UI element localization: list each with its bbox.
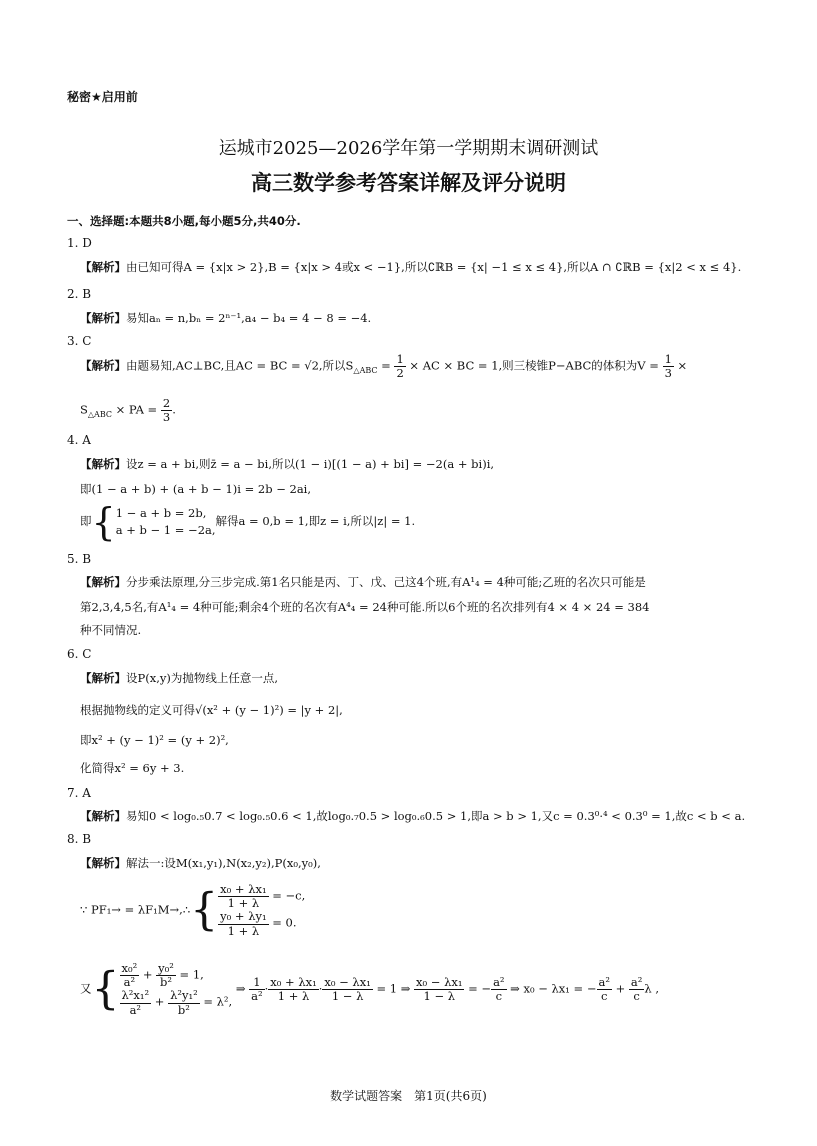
confidential-label: 秘密★启用前	[67, 90, 138, 104]
q4-solution-line1	[80, 456, 494, 472]
q8-c6-den: 1 − λ	[423, 988, 456, 1003]
q4-pre: 即	[80, 514, 92, 528]
solution-tag: 【解析】	[80, 457, 126, 471]
q6-text-1: 设P(x,y)为抛物线上任意一点,	[126, 671, 279, 685]
q8-vector-system	[80, 883, 305, 938]
q8-c8-num: a²	[493, 974, 505, 989]
q3-f2-den: 3	[664, 366, 672, 381]
q8-s2-num: y₀ + λy₁	[220, 909, 267, 924]
q8-s2-den: 1 + λ	[227, 923, 260, 938]
q7-answer: 7. A	[67, 786, 91, 800]
q8-s1-num: x₀ + λx₁	[220, 882, 267, 896]
q8-c2-den: a²	[251, 988, 263, 1003]
q8-c10-den: c	[601, 988, 608, 1003]
q8-c3-den: 1 + λ	[277, 988, 310, 1003]
solution-tag: 【解析】	[80, 671, 126, 685]
q3-f2-num: 1	[664, 352, 672, 366]
q8-ell-eq-1: $\frac{\text{x₀²}}{\text{a²}}$ + $\frac{\text{y₀²}}{\text{b²}}$ = 1,	[121, 961, 204, 990]
q3-sub1: △ABC	[353, 366, 378, 376]
q8-e1b-den: b²	[160, 975, 173, 990]
q8-lambda: λ ,	[644, 981, 659, 996]
q8-c12-num: a²	[630, 974, 643, 989]
q3-l2b: × PA =	[111, 402, 161, 417]
q8-vec-eq-2	[218, 910, 305, 937]
q8-e1a-den: a²	[123, 975, 136, 990]
q5-solution-line3: 种不同情况.	[80, 623, 142, 637]
q4-solution-line2: 即(1 − a + b) + (a + b − 1)i = 2b − 2ai,	[80, 482, 312, 496]
q2-answer: 2. B	[67, 287, 92, 301]
q3-text-d: ×	[673, 358, 688, 373]
q1-solution	[80, 259, 741, 275]
q8-implies-1: ⇒	[235, 981, 250, 996]
q8-vector-equations	[218, 883, 305, 938]
q8-vec-eq-1	[218, 883, 305, 910]
q7-text: 易知0 < log₀.₅0.7 < log₀.₅0.6 < 1,故log₀.₇0.5 > log₀.₆0.5 > 1,即a > b > 1,又c = 0.3⁰·⁴ < 0.3⁰ = 1,故c < b < a.	[126, 809, 746, 823]
q8-equals-neg: = −	[464, 981, 492, 996]
q8-e1-rhs: = 1,	[175, 967, 204, 982]
q6-solution-line3: 即x² + (y − 1)² = (y + 2)²,	[80, 733, 229, 747]
q4-system	[80, 500, 416, 544]
q4-answer: 4. A	[67, 433, 91, 447]
solution-tag: 【解析】	[80, 260, 126, 274]
q8-implies-3: ⇒ x₀ − λx₁ = −	[506, 981, 597, 996]
q3-f1-num: 1	[396, 352, 404, 366]
q8-s2-rhs: = 0.	[268, 916, 297, 931]
q8-ellipse-equations	[120, 962, 233, 1017]
solution-tag: 【解析】	[80, 311, 126, 325]
q6-solution-line2: 根据抛物线的定义可得√(x² + (y − 1)²) = |y + 2|,	[80, 703, 343, 717]
q4-text-1: 设z = a + bi,则z̄ = a − bi,所以(1 − i)[(1 − a) + bi] = −2(a + bi)i,	[126, 457, 495, 471]
q4-eq-2: a + b − 1 = −2a,	[115, 523, 216, 537]
q3-solution-line2	[80, 397, 176, 424]
q3-text-a: 由题易知,AC⊥BC,且AC = BC = √2,所以S	[126, 358, 354, 373]
q3-fraction-2	[663, 353, 674, 380]
q3-fraction-1	[394, 353, 405, 380]
q8-c12-den: c	[633, 988, 640, 1003]
solution-tag: 【解析】	[80, 358, 126, 373]
q8-s1-den: 1 + λ	[227, 896, 260, 911]
q3-text-c: × AC × BC = 1,则三棱锥P−ABC的体积为V =	[405, 358, 663, 373]
q8-e2a-den: a²	[129, 1002, 142, 1017]
q8-answer: 8. B	[67, 832, 92, 846]
q3-f3-den: 3	[162, 410, 171, 425]
exam-title: 运城市2025—2026学年第一学期期末调研测试	[218, 138, 599, 159]
q8-vector-pre: ∵ PF₁→ = λF₁M→,∴	[80, 902, 191, 917]
q8-c8-den: c	[495, 988, 503, 1003]
q8-c4-den: 1 − λ	[331, 988, 364, 1003]
q8-ellipse-pre: 又	[80, 981, 92, 996]
q3-answer: 3. C	[67, 334, 92, 348]
q4-conclusion: 解得a = 0,b = 1,即z = i,所以|z| = 1.	[215, 514, 416, 528]
answer-title: 高三数学参考答案详解及评分说明	[251, 171, 566, 195]
q3-solution-line1	[80, 353, 687, 380]
q8-c4-num: x₀ − λx₁	[324, 974, 371, 989]
q8-solution-line1	[80, 855, 321, 871]
q8-e1b-num: y₀²	[158, 961, 174, 975]
q5-answer: 5. B	[67, 552, 92, 566]
q8-c6-num: x₀ − λx₁	[416, 974, 463, 989]
left-brace: {	[91, 963, 120, 1015]
q3-f1-den: 2	[396, 366, 404, 381]
left-brace: {	[190, 884, 219, 936]
q3-f3-num: 2	[162, 396, 171, 410]
q8-e2a-num: λ²x₁²	[121, 988, 150, 1003]
q3-text-b: =	[377, 358, 395, 373]
q5-solution-line1	[80, 574, 646, 590]
q1-answer: 1. D	[67, 236, 92, 250]
q6-answer: 6. C	[67, 647, 92, 661]
q8-ell-eq-2: $\frac{\text{λ²x₁²}}{\text{a²}}$ + $\frac{\text{λ²y₁²}}{\text{b²}}$ = λ²,	[121, 988, 233, 1017]
q3-sub2: △ABC	[87, 410, 112, 420]
q8-ellipse-derivation: 又{ $\frac{\text{x₀²}}{\text{a²}}$ + $\frac{\text{y₀²}}{\text{b²}}$ = 1, $\frac{\text{λ²x₁²}}{\text{a²}}$ + $\frac{\text{λ²y₁²}}{\text{b²}}$ = λ², ⇒ $\frac{1}{\text{a²}}$ · $\frac{\text{x₀ + λx₁}}{1 + \lambda}$ · $\frac{\text{x₀ − λx₁}}{1 - \lambda}$ = 1 ⇒ $\frac{\text{x₀ − λx₁}}{1 - \lambda}$ = − $\frac{\text{a²}}{c}$ ⇒ x₀ − λx₁ = − $\frac{\text{a²}}{c}$ + $\frac{\text{a²}}{c}$ λ ,	[80, 961, 659, 1017]
section-heading: 一、选择题:本题共8小题,每小题5分,共40分.	[67, 214, 301, 228]
solution-tag: 【解析】	[80, 809, 126, 823]
q8-e2b-num: λ²y₁²	[170, 988, 198, 1003]
q4-equations	[116, 505, 216, 540]
q2-solution	[80, 310, 371, 326]
q6-solution-line4: 化简得x² = 6y + 3.	[80, 761, 185, 775]
q7-solution	[80, 808, 745, 824]
q4-eq-1: 1 − a + b = 2b,	[115, 505, 207, 520]
q3-l2c: .	[172, 402, 176, 417]
q8-c10-num: a²	[598, 974, 610, 989]
q8-e2-rhs: = λ²,	[199, 995, 233, 1010]
q5-solution-line2: 第2,3,4,5名,有A¹₄ = 4种可能;剩余4个班的名次有A⁴₄ = 24种可能.所以6个班的名次排列有4 × 4 × 24 = 384	[80, 600, 650, 614]
q8-implies-2: = 1 ⇒	[372, 981, 415, 996]
q8-text-1: 解法一:设M(x₁,y₁),N(x₂,y₂),P(x₀,y₀),	[126, 856, 321, 870]
q2-text: 易知aₙ = n,bₙ = 2ⁿ⁻¹,a₄ − b₄ = 4 − 8 = −4.	[126, 311, 372, 325]
left-brace: {	[91, 500, 116, 544]
q3-fraction-3	[161, 397, 172, 424]
q8-e1a-num: x₀²	[121, 961, 138, 975]
q8-e2b-den: b²	[177, 1002, 190, 1017]
q5-text-1: 分步乘法原理,分三步完成.第1名只能是丙、丁、戊、己这4个班,有A¹₄ = 4种可能;乙班的名次只可能是	[126, 575, 646, 589]
q8-s1-rhs: = −c,	[268, 888, 306, 903]
q1-text: 由已知可得A = {x|x > 2},B = {x|x > 4或x < −1},所以∁ℝB = {x| −1 ≤ x ≤ 4},所以A ∩ ∁ℝB = {x|2 < x ≤ 4}.	[126, 260, 742, 274]
q6-solution-line1	[80, 670, 278, 686]
q8-c2-num: 1	[249, 976, 264, 990]
q3-l2a: S	[80, 402, 88, 417]
q8-plus: +	[611, 981, 629, 996]
q8-c3-num: x₀ + λx₁	[270, 974, 317, 989]
solution-tag: 【解析】	[80, 856, 126, 870]
page-footer: 数学试题答案 第1页(共6页)	[330, 1089, 487, 1103]
solution-tag: 【解析】	[80, 575, 126, 589]
